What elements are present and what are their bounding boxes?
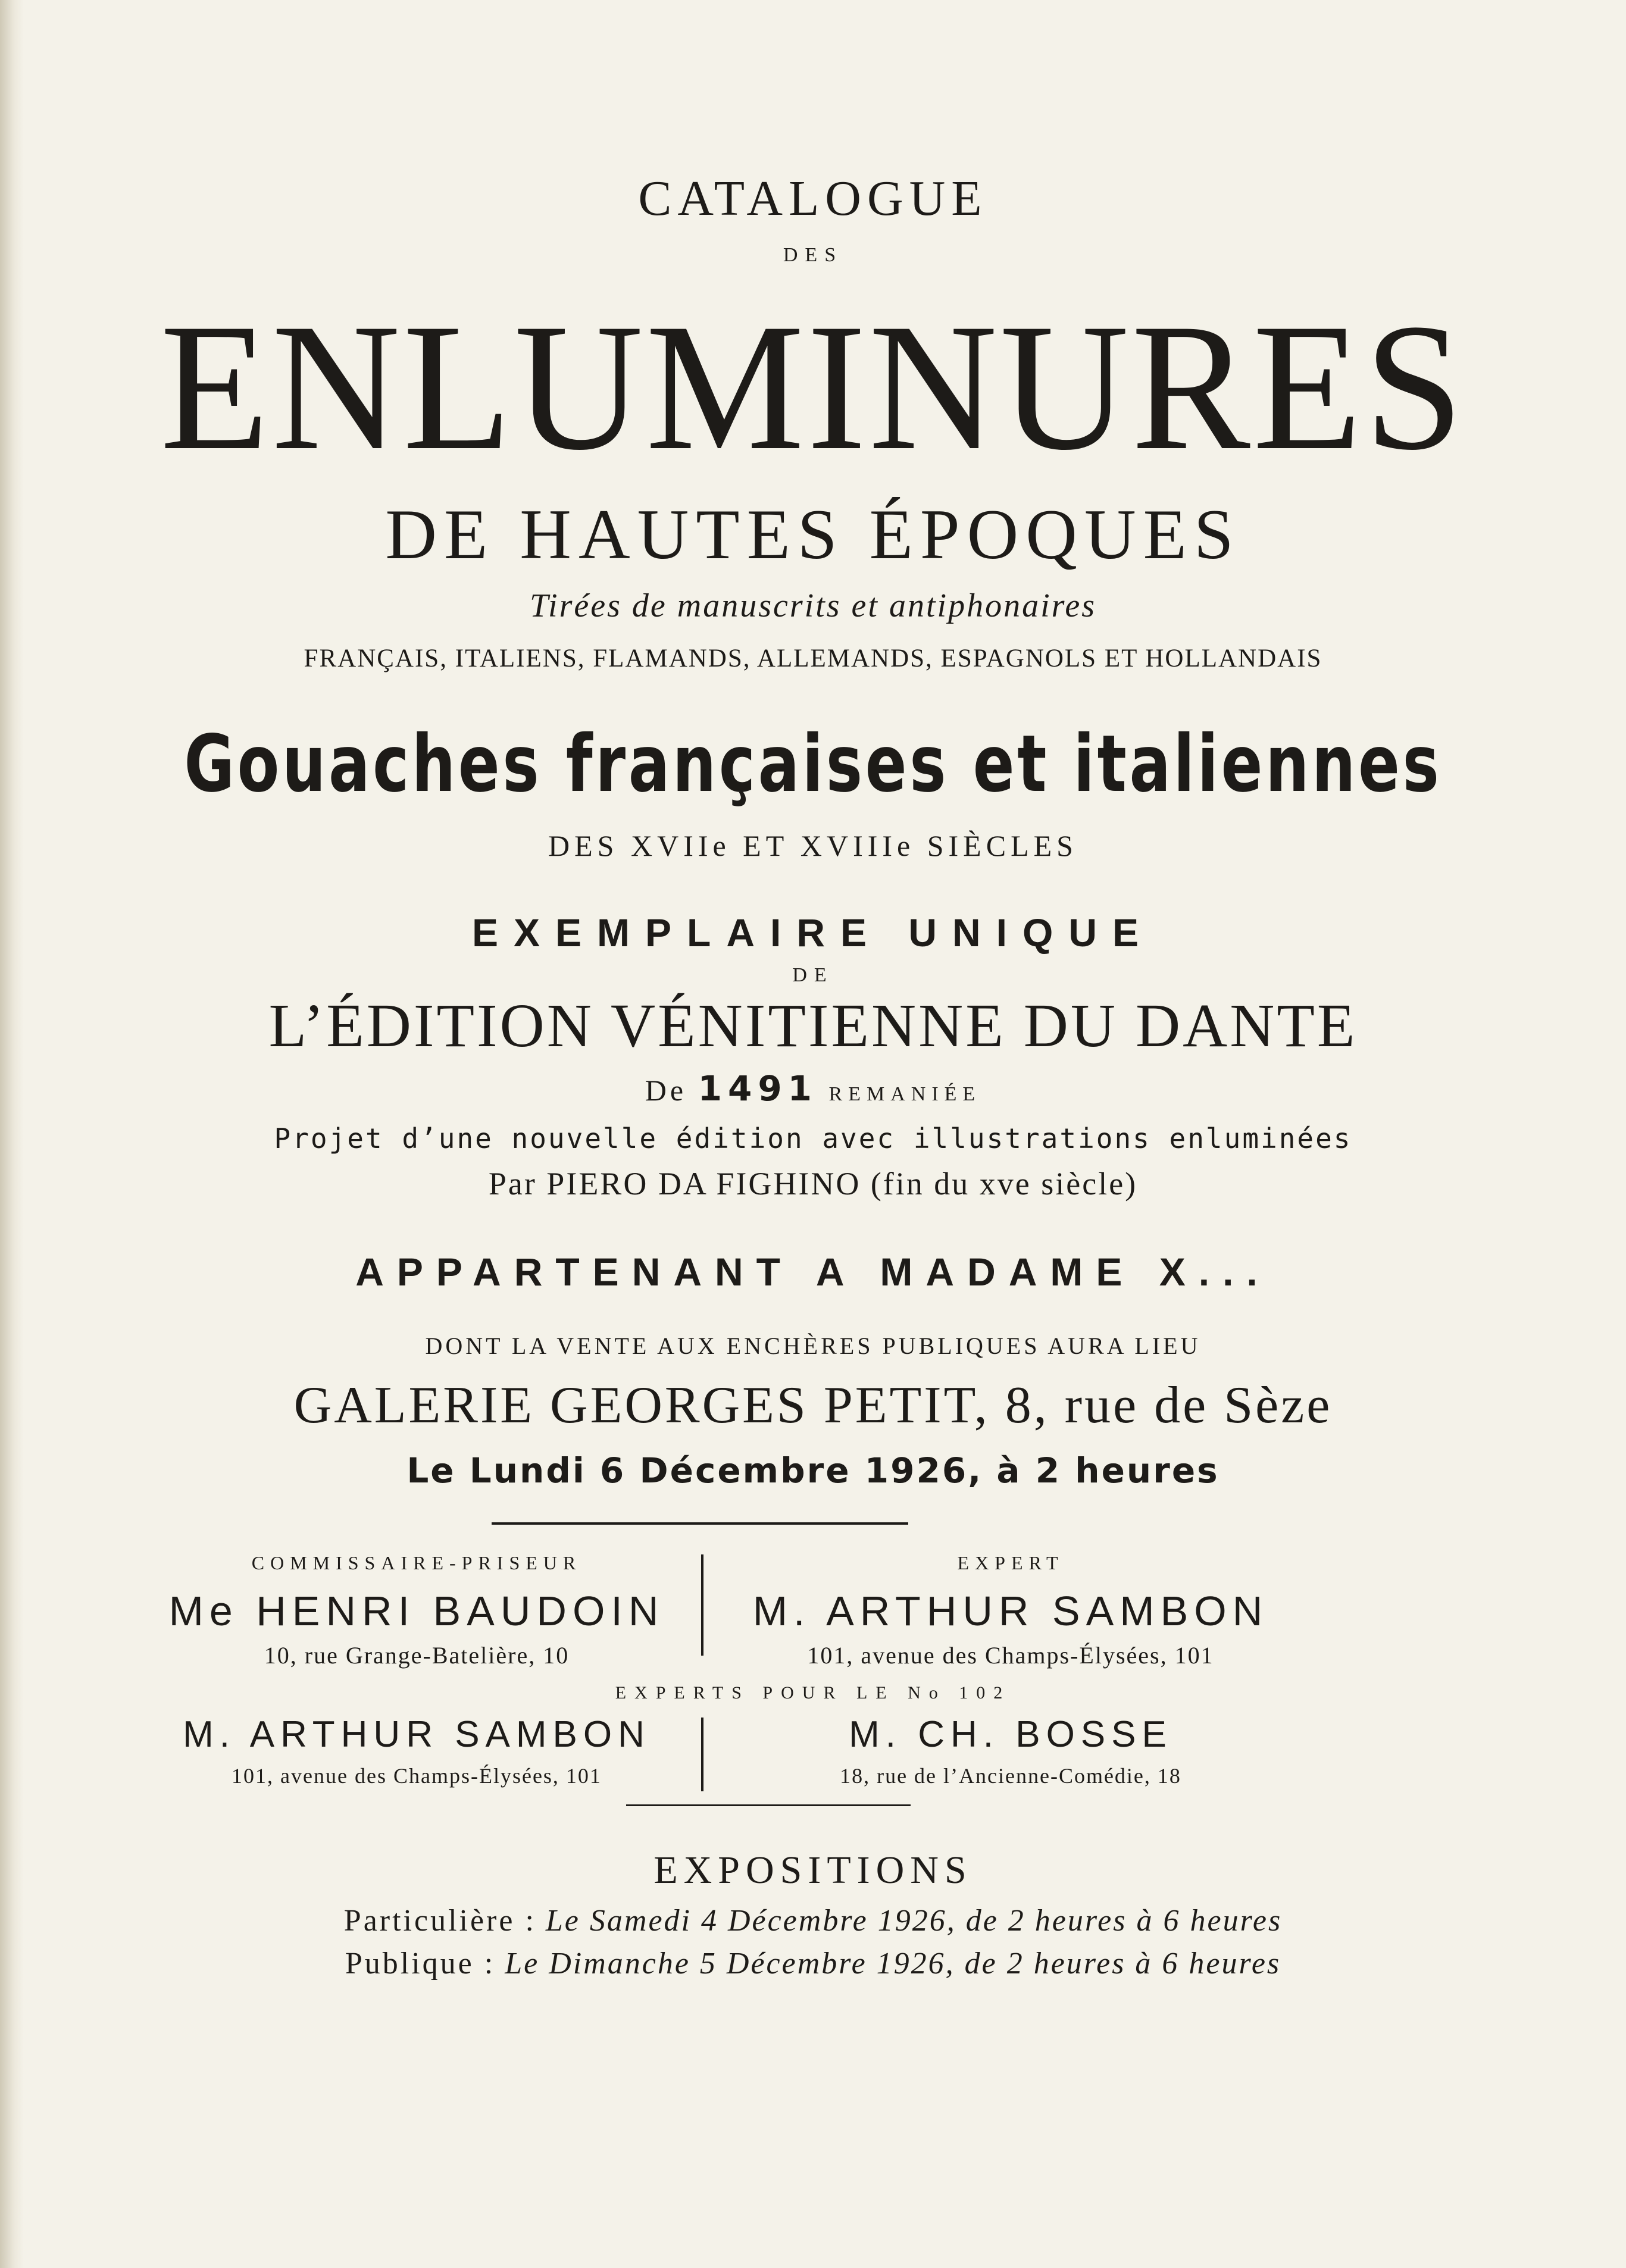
commissaire-role: COMMISSAIRE-PRISEUR — [251, 1552, 582, 1573]
owner-line: APPARTENANT A MADAME X... — [355, 1250, 1271, 1294]
publique-label: Publique : — [345, 1947, 496, 1981]
commissaire-address: 10, rue Grange-Batelière, 10 — [264, 1642, 570, 1669]
de-word: DE — [792, 964, 834, 986]
column-divider-2 — [701, 1718, 703, 1791]
sale-intro: DONT LA VENTE AUX ENCHÈRES PUBLIQUES AURA LIEU — [425, 1332, 1201, 1359]
edition-year: 1491 — [698, 1068, 818, 1109]
de-prefix: De — [645, 1074, 687, 1107]
column-divider-1 — [701, 1554, 703, 1656]
experts-102-label: EXPERTS POUR LE No 102 — [615, 1683, 1011, 1703]
des-word: DES — [783, 244, 843, 266]
projet-line: Projet d’une nouvelle édition avec illustrations enluminées — [274, 1122, 1352, 1155]
exemplaire-unique: EXEMPLAIRE UNIQUE — [471, 911, 1155, 955]
subtitle-hautes-epoques: DE HAUTES ÉPOQUES — [385, 495, 1241, 574]
expert-102-right-name: M. CH. BOSSE — [849, 1714, 1172, 1755]
exposition-particuliere — [0, 1906, 1626, 1937]
divider-bottom — [626, 1804, 911, 1806]
expert-102-right-address: 18, rue de l’Ancienne-Comédie, 18 — [840, 1764, 1181, 1788]
commissaire-name: Me HENRI BAUDOIN — [168, 1588, 665, 1634]
par-piero-line: Par PIERO DA FIGHINO (fin du xve siècle) — [488, 1166, 1138, 1202]
tirees-line: Tirées de manuscrits et antiphonaires — [529, 587, 1096, 624]
remaniee-word: REMANIÉE — [828, 1083, 981, 1105]
divider-top — [492, 1522, 908, 1525]
expert-102-left-name: M. ARTHUR SAMBON — [183, 1714, 651, 1755]
expert-name: M. ARTHUR SAMBON — [752, 1588, 1269, 1634]
edition-year-line — [0, 1068, 1626, 1109]
particuliere-value: Le Samedi 4 Décembre 1926, de 2 heures à 6 heures — [545, 1904, 1283, 1938]
edition-title: L’ÉDITION VÉNITIENNE DU DANTE — [268, 991, 1358, 1060]
expert-102-left-address: 101, avenue des Champs-Élysées, 101 — [232, 1764, 602, 1788]
main-title: ENLUMINURES — [160, 286, 1466, 488]
exposition-publique — [0, 1948, 1626, 1979]
centuries-line: DES XVIIe ET XVIIIe SIÈCLES — [548, 829, 1078, 862]
sale-date: Le Lundi 6 Décembre 1926, à 2 heures — [406, 1450, 1220, 1491]
expositions-heading: EXPOSITIONS — [653, 1848, 973, 1892]
publique-value: Le Dimanche 5 Décembre 1926, de 2 heures à 6 heures — [505, 1947, 1281, 1981]
gouaches-title: Gouaches françaises et italiennes — [184, 718, 1442, 810]
catalogue-heading: CATALOGUE — [638, 171, 988, 226]
expert-role: EXPERT — [957, 1552, 1064, 1573]
sale-venue: GALERIE GEORGES PETIT, 8, rue de Sèze — [293, 1377, 1333, 1434]
expert-address: 101, avenue des Champs-Élysées, 101 — [807, 1642, 1214, 1669]
countries-line: FRANÇAIS, ITALIENS, FLAMANDS, ALLEMANDS, ESPAGNOLS ET HOLLANDAIS — [304, 645, 1322, 672]
particuliere-label: Particulière : — [343, 1904, 536, 1938]
